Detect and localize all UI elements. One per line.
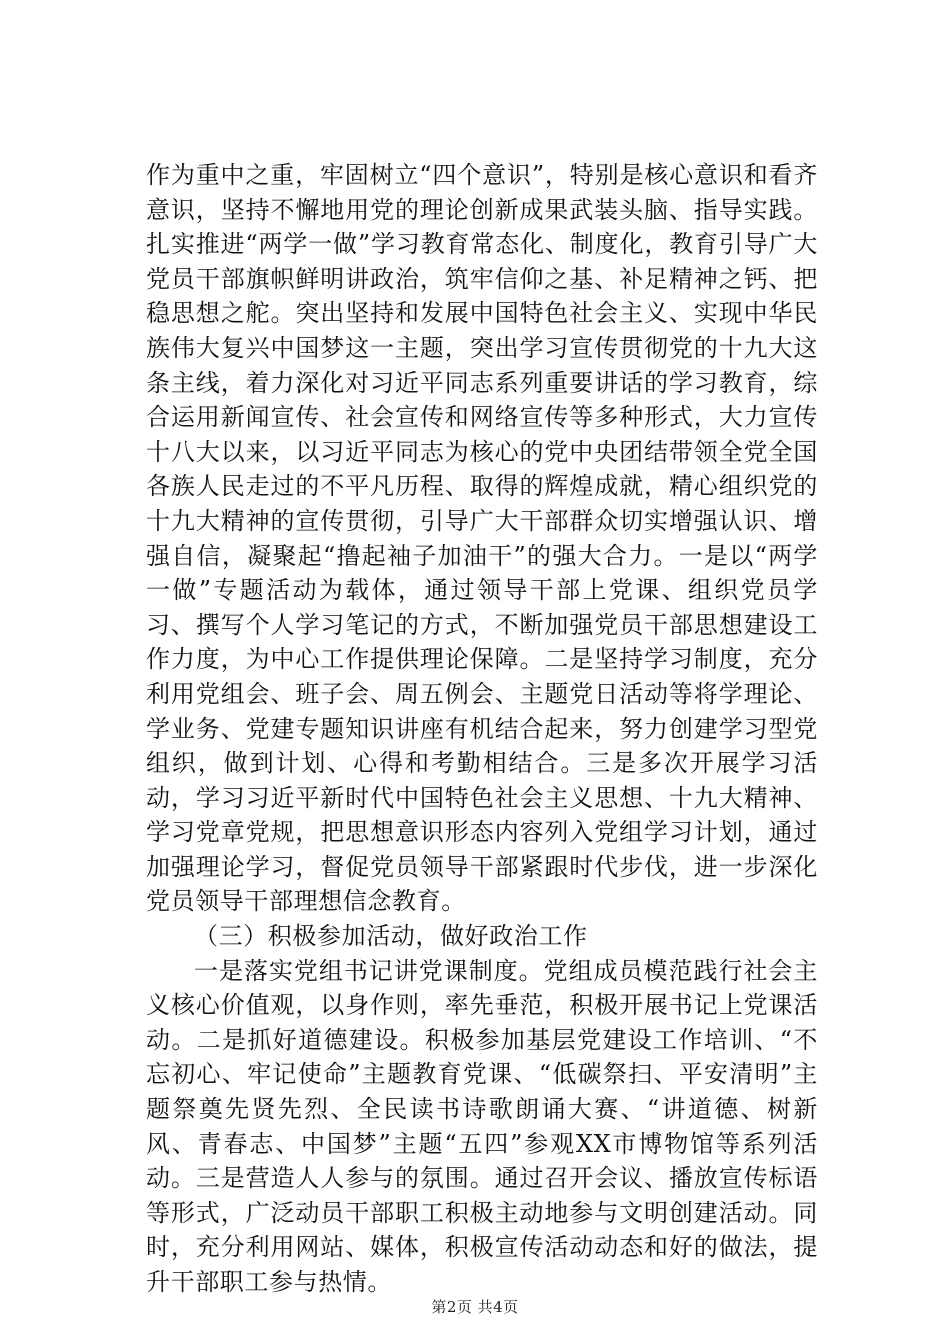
section-heading-3: （三）积极参加活动，做好政治工作 [194,922,588,951]
document-body [146,158,818,1300]
page-footer: 第2页 共4页 [431,1298,519,1316]
body-paragraph-2: 一是落实党组书记讲党课制度。党组成员模范践行社会主义核心价值观，以身作则，率先垂范，积极开展书记上党课活动。二是抓好道德建设。积极参加基层党建设工作培训、“不忘初心、牢记使命”主题教育党课、“低碳祭扫、平安清明”主题祭奠先贤先烈、全民读书诗歌朗诵大赛、“讲道德、树新风、青春志、中国梦”主题“五四”参观XX市博物馆等系列活动。三是营造人人参与的氛围。通过召开会议、播放宣传标语等形式，广泛动员干部职工积极主动地参与文明创建活动。同时，充分利用网站、媒体，积极宣传活动动态和好的做法，提升干部职工参与热情。 [146,956,818,1296]
body-paragraph-1: 作为重中之重，牢固树立“四个意识”，特别是核心意识和看齐意识，坚持不懈地用党的理论创新成果武装头脑、指导实践。扎实推进“两学一做”学习教育常态化、制度化，教育引导广大党员干部旗帜鲜明讲政治，筑牢信仰之基、补足精神之钙、把稳思想之舵。突出坚持和发展中国特色社会主义、实现中华民族伟大复兴中国梦这一主题，突出学习宣传贯彻党的十九大这条主线，着力深化对习近平同志系列重要讲话的学习教育，综合运用新闻宣传、社会宣传和网络宣传等多种形式，大力宣传十八大以来，以习近平同志为核心的党中央团结带领全党全国各族人民走过的不平凡历程、取得的辉煌成就，精心组织党的十九大精神的宣传贯彻，引导广大干部群众切实增强认识、增强自信，凝聚起“撸起袖子加油干”的强大合力。一是以“两学一做”专题活动为载体，通过领导干部上党课、组织党员学习、撰写个人学习笔记的方式，不断加强党员干部思想建设工作力度，为中心工作提供理论保障。二是坚持学习制度，充分利用党组会、班子会、周五例会、主题党日活动等将学理论、学业务、党建专题知识讲座有机结合起来，努力创建学习型党组织，做到计划、心得和考勤相结合。三是多次开展学习活动，学习习近平新时代中国特色社会主义思想、十九大精神、学习党章党规，把思想意识形态内容列入党组学习计划，通过加强理论学习，督促党员领导干部紧跟时代步伐，进一步深化党员领导干部理想信念教育。 [146,161,818,916]
